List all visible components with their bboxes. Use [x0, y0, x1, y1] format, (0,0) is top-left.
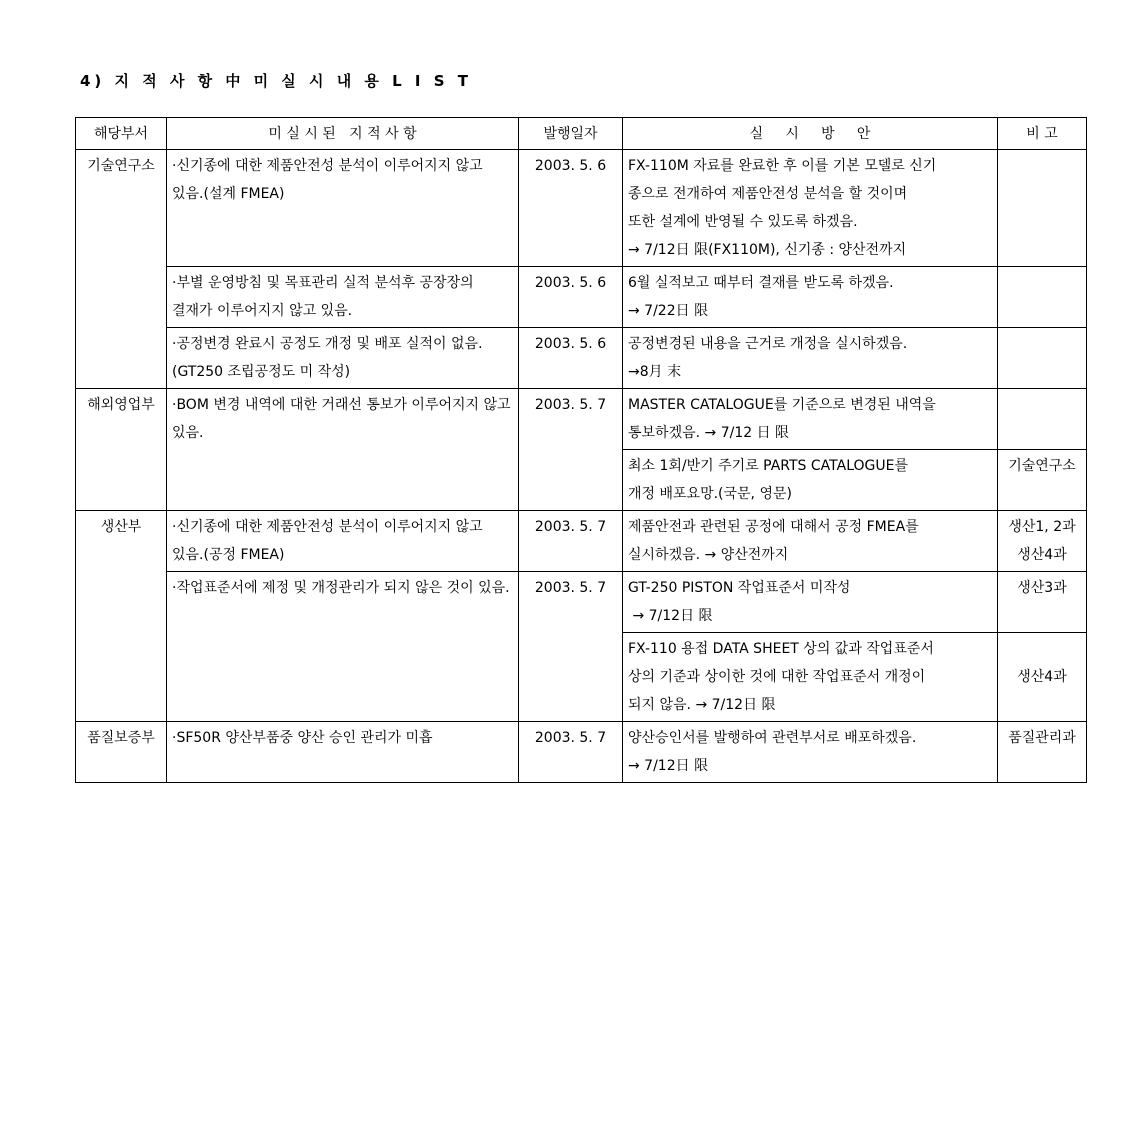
plan-cell: MASTER CATALOGUE를 기준으로 변경된 내역을 통보하겠음. → 7/12 日 限 — [623, 389, 998, 450]
header-plan: 실 시 방 안 — [623, 118, 998, 150]
findings-table — [75, 117, 1087, 783]
issue-cell: ·BOM 변경 내역에 대한 거래선 통보가 이루어지지 않고 있음. — [167, 389, 519, 511]
table-row — [76, 572, 1087, 633]
table-row — [76, 328, 1087, 389]
issue-cell: ·신기종에 대한 제품안전성 분석이 이루어지지 않고 있음.(설계 FMEA) — [167, 150, 519, 267]
dept-cell: 생산부 — [76, 511, 167, 722]
dept-cell: 품질보증부 — [76, 722, 167, 783]
plan-cell: 양산승인서를 발행하여 관련부서로 배포하겠음. → 7/12日 限 — [623, 722, 998, 783]
date-cell: 2003. 5. 7 — [519, 511, 623, 572]
plan-cell: FX-110M 자료를 완료한 후 이를 기본 모델로 신기 종으로 전개하여 제품안전성 분석을 할 것이며 또한 설계에 반영될 수 있도록 하겠음. → 7/12日 限(FX110M), 신기종 : 양산전까지 — [623, 150, 998, 267]
table-row — [76, 722, 1087, 783]
date-cell: 2003. 5. 6 — [519, 150, 623, 267]
header-issue: 미 실 시 된 지 적 사 항 — [167, 118, 519, 150]
date-cell: 2003. 5. 7 — [519, 722, 623, 783]
plan-cell: 6월 실적보고 때부터 결재를 받도록 하겠음. → 7/22日 限 — [623, 267, 998, 328]
dept-cell: 기술연구소 — [76, 150, 167, 389]
issue-cell: ·작업표준서에 제정 및 개정관리가 되지 않은 것이 있음. — [167, 572, 519, 722]
date-cell: 2003. 5. 6 — [519, 328, 623, 389]
dept-cell: 해외영업부 — [76, 389, 167, 511]
date-cell: 2003. 5. 7 — [519, 572, 623, 722]
note-cell: 생산1, 2과 생산4과 — [998, 511, 1087, 572]
section-title: 4) 지 적 사 항 中 미 실 시 내 용 L I S T — [80, 72, 472, 90]
note-cell: 품질관리과 — [998, 722, 1087, 783]
table-row — [76, 511, 1087, 572]
issue-cell: ·SF50R 양산부품중 양산 승인 관리가 미흡 — [167, 722, 519, 783]
issue-cell: ·부별 운영방침 및 목표관리 실적 분석후 공장장의 결재가 이루어지지 않고 있음. — [167, 267, 519, 328]
plan-cell: 공정변경된 내용을 근거로 개정을 실시하겠음. →8月 末 — [623, 328, 998, 389]
date-cell: 2003. 5. 7 — [519, 389, 623, 511]
note-cell: 생산4과 — [998, 633, 1087, 722]
issue-cell: ·공정변경 완료시 공정도 개정 및 배포 실적이 없음.(GT250 조립공정도 미 작성) — [167, 328, 519, 389]
header-dept: 해당부서 — [76, 118, 167, 150]
plan-cell: 제품안전과 관련된 공정에 대해서 공정 FMEA를 실시하겠음. → 양산전까지 — [623, 511, 998, 572]
table-header-row — [76, 118, 1087, 150]
note-cell: 기술연구소 — [998, 450, 1087, 511]
note-cell — [998, 328, 1087, 389]
header-date: 발행일자 — [519, 118, 623, 150]
plan-cell: 최소 1회/반기 주기로 PARTS CATALOGUE를 개정 배포요망.(국문, 영문) — [623, 450, 998, 511]
note-cell: 생산3과 — [998, 572, 1087, 633]
note-cell — [998, 389, 1087, 450]
note-cell — [998, 267, 1087, 328]
date-cell: 2003. 5. 6 — [519, 267, 623, 328]
table-row — [76, 150, 1087, 267]
header-note: 비 고 — [998, 118, 1087, 150]
table-row — [76, 267, 1087, 328]
plan-cell: GT-250 PISTON 작업표준서 미작성 → 7/12日 限 — [623, 572, 998, 633]
plan-cell: FX-110 용접 DATA SHEET 상의 값과 작업표준서 상의 기준과 상이한 것에 대한 작업표준서 개정이 되지 않음. → 7/12日 限 — [623, 633, 998, 722]
note-cell — [998, 150, 1087, 267]
table-row — [76, 389, 1087, 450]
issue-cell: ·신기종에 대한 제품안전성 분석이 이루어지지 않고 있음.(공정 FMEA) — [167, 511, 519, 572]
